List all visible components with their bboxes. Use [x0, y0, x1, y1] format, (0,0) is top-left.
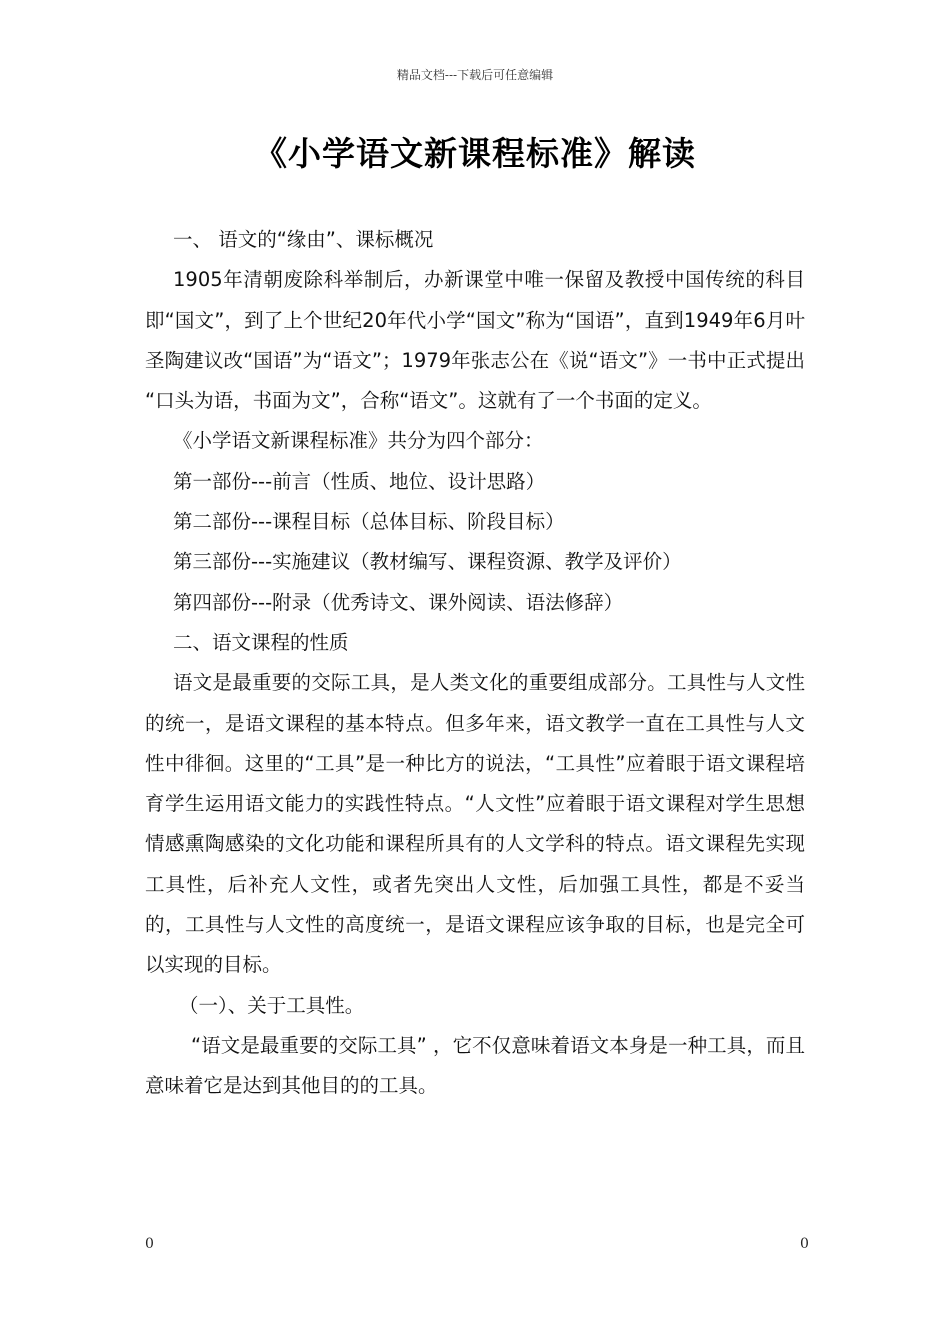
subsection-heading-1: （一）、关于工具性。 [179, 993, 365, 1017]
section-heading-1: 一、 语文的“缘由”、课标概况 [173, 228, 434, 251]
document-body [145, 220, 805, 1107]
paragraph-structure-intro: 《小学语文新课程标准》共分为四个部分： [173, 429, 544, 453]
list-item-part-2: 第二部份---课程目标（总体目标、阶段目标） [173, 510, 565, 534]
paragraph-tool: “语文是最重要的交际工具” ，它不仅意味着语文本身是一种工具，而且意味着它是达到其他目的的工具。 [145, 1033, 805, 1098]
section-heading-2: 二、语文课程的性质 [173, 630, 349, 654]
header-note: 精品文档---下载后可任意编辑 [396, 68, 554, 82]
paragraph-history: 1905年清朝废除科举制后，办新课堂中唯一保留及教授中国传统的科目即“国文”，到了上个世纪20年代小学“国文”称为“国语”，直到1949年6月叶圣陶建议改“国语”为“语文”；1979年张志公在《说“语文”》一书中正式提出 “口头为语，书面为文”，合称“语文”。这就有了一个书面的定义。 [145, 268, 805, 413]
document-title: 《小学语文新课程标准》解读 [254, 134, 696, 173]
footer-page-number-right: 0 [800, 1236, 809, 1252]
footer-page-number-left: 0 [145, 1236, 154, 1252]
list-item-part-3: 第三部份---实施建议（教材编写、课程资源、教学及评价） [173, 550, 682, 574]
paragraph-nature: 语文是最重要的交际工具，是人类文化的重要组成部分。工具性与人文性的统一，是语文课程的基本特点。但多年来，语文教学一直在工具性与人文性中徘徊。这里的“工具”是一种比方的说法，“工具性”应着眼于语文课程培育学生运用语文能力的实践性特点。“人文性”应着眼于语文课程对学生思想情感熏陶感染的文化功能和课程所具有的人文学科的特点。语文课程先实现工具性，后补充人文性，或者先突出人文性，后加强工具性，都是不妥当的，工具性与人文性的高度统一，是语文课程应该争取的目标，也是完全可以实现的目标。 [145, 671, 805, 977]
list-item-part-4: 第四部份---附录（优秀诗文、课外阅读、语法修辞） [173, 590, 624, 614]
list-item-part-1: 第一部份---前言（性质、地位、设计思路） [173, 469, 546, 493]
